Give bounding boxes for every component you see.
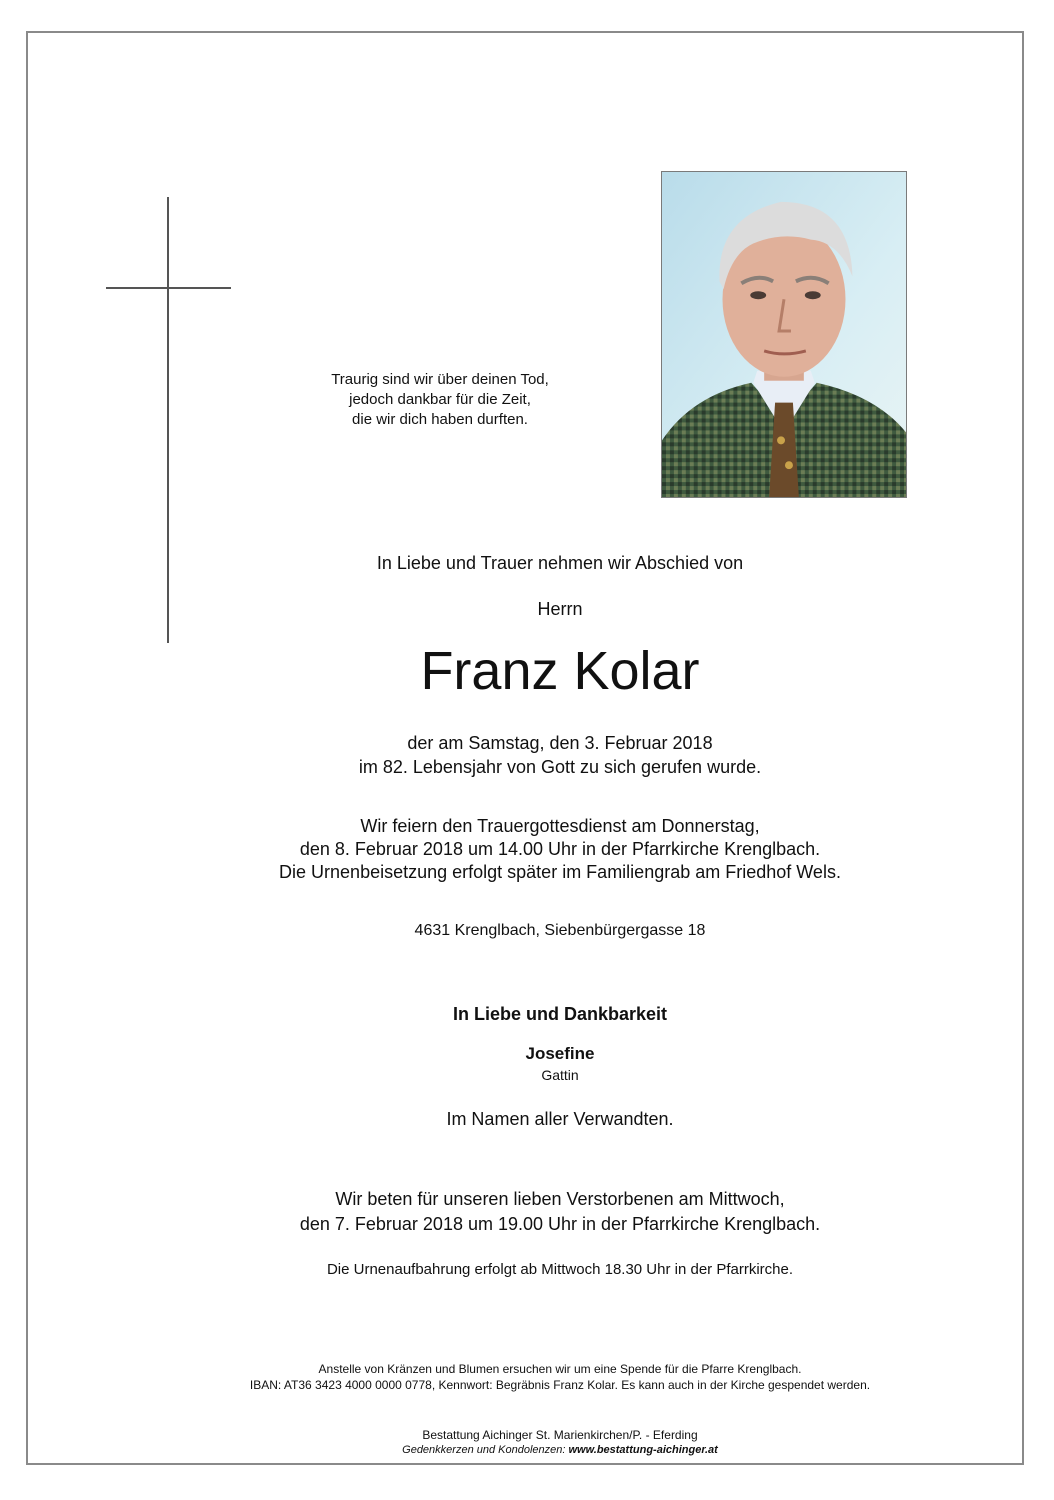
service-line: Wir feiern den Trauergottesdienst am Donnerstag, [360,816,760,836]
prayer-line: den 7. Februar 2018 um 19.00 Uhr in der Pfarrkirche Krenglbach. [299,1214,821,1234]
urn-display-info: Die Urnenaufbahrung erfolgt ab Mittwoch 18.30 Uhr in der Pfarrkirche. [326,1261,794,1278]
cross-icon-horizontal [106,287,231,289]
prayer-line: Wir beten für unseren lieben Verstorbenen am Mittwoch, [335,1189,785,1209]
salutation: Herrn [537,599,583,619]
quote-line: die wir dich haben durften. [352,411,528,428]
service-info [70,815,1050,884]
service-line: Die Urnenbeisetzung erfolgt später im Familiengrab am Friedhof Wels. [279,862,841,882]
intro-text: In Liebe und Trauer nehmen wir Abschied von [376,553,744,573]
mourner-name: Josefine [525,1044,595,1063]
mourners-heading: In Liebe und Dankbarkeit [452,1004,668,1024]
donation-line: Anstelle von Kränzen und Blumen ersuchen wir um eine Spende für die Pfarre Krenglbach. [318,1362,802,1376]
undertaker-name: Bestattung Aichinger St. Marienkirchen/P. - Eferding [422,1428,698,1442]
mourner-relation: Gattin [541,1067,579,1083]
condolence-label: Gedenkkerzen und Kondolenzen: [402,1444,566,1456]
service-line: den 8. Februar 2018 um 14.00 Uhr in der Pfarrkirche Krenglbach. [299,839,821,859]
memorial-quote [240,370,640,430]
deceased-name: Franz Kolar [420,641,700,701]
prayer-info [70,1187,1050,1237]
cross-icon-vertical [167,197,169,643]
death-info [70,731,1050,779]
death-info-line: im 82. Lebensjahr von Gott zu sich gerufen wurde. [358,757,762,777]
address: 4631 Krenglbach, Siebenbürgergasse 18 [414,922,706,939]
portrait-photo [661,171,907,498]
mourners-closing: Im Namen aller Verwandten. [446,1109,674,1129]
quote-line: Traurig sind wir über deinen Tod, [331,371,549,388]
donation-info [70,1361,1050,1393]
condolence-line [70,1443,1050,1457]
website-link[interactable]: www.bestattung-aichinger.at [568,1444,718,1456]
donation-line: IBAN: AT36 3423 4000 0000 0778, Kennwort: Begräbnis Franz Kolar. Es kann auch in der Kirche gespendet werden. [249,1378,871,1392]
quote-line: jedoch dankbar für die Zeit, [349,391,531,408]
death-info-line: der am Samstag, den 3. Februar 2018 [407,733,713,753]
